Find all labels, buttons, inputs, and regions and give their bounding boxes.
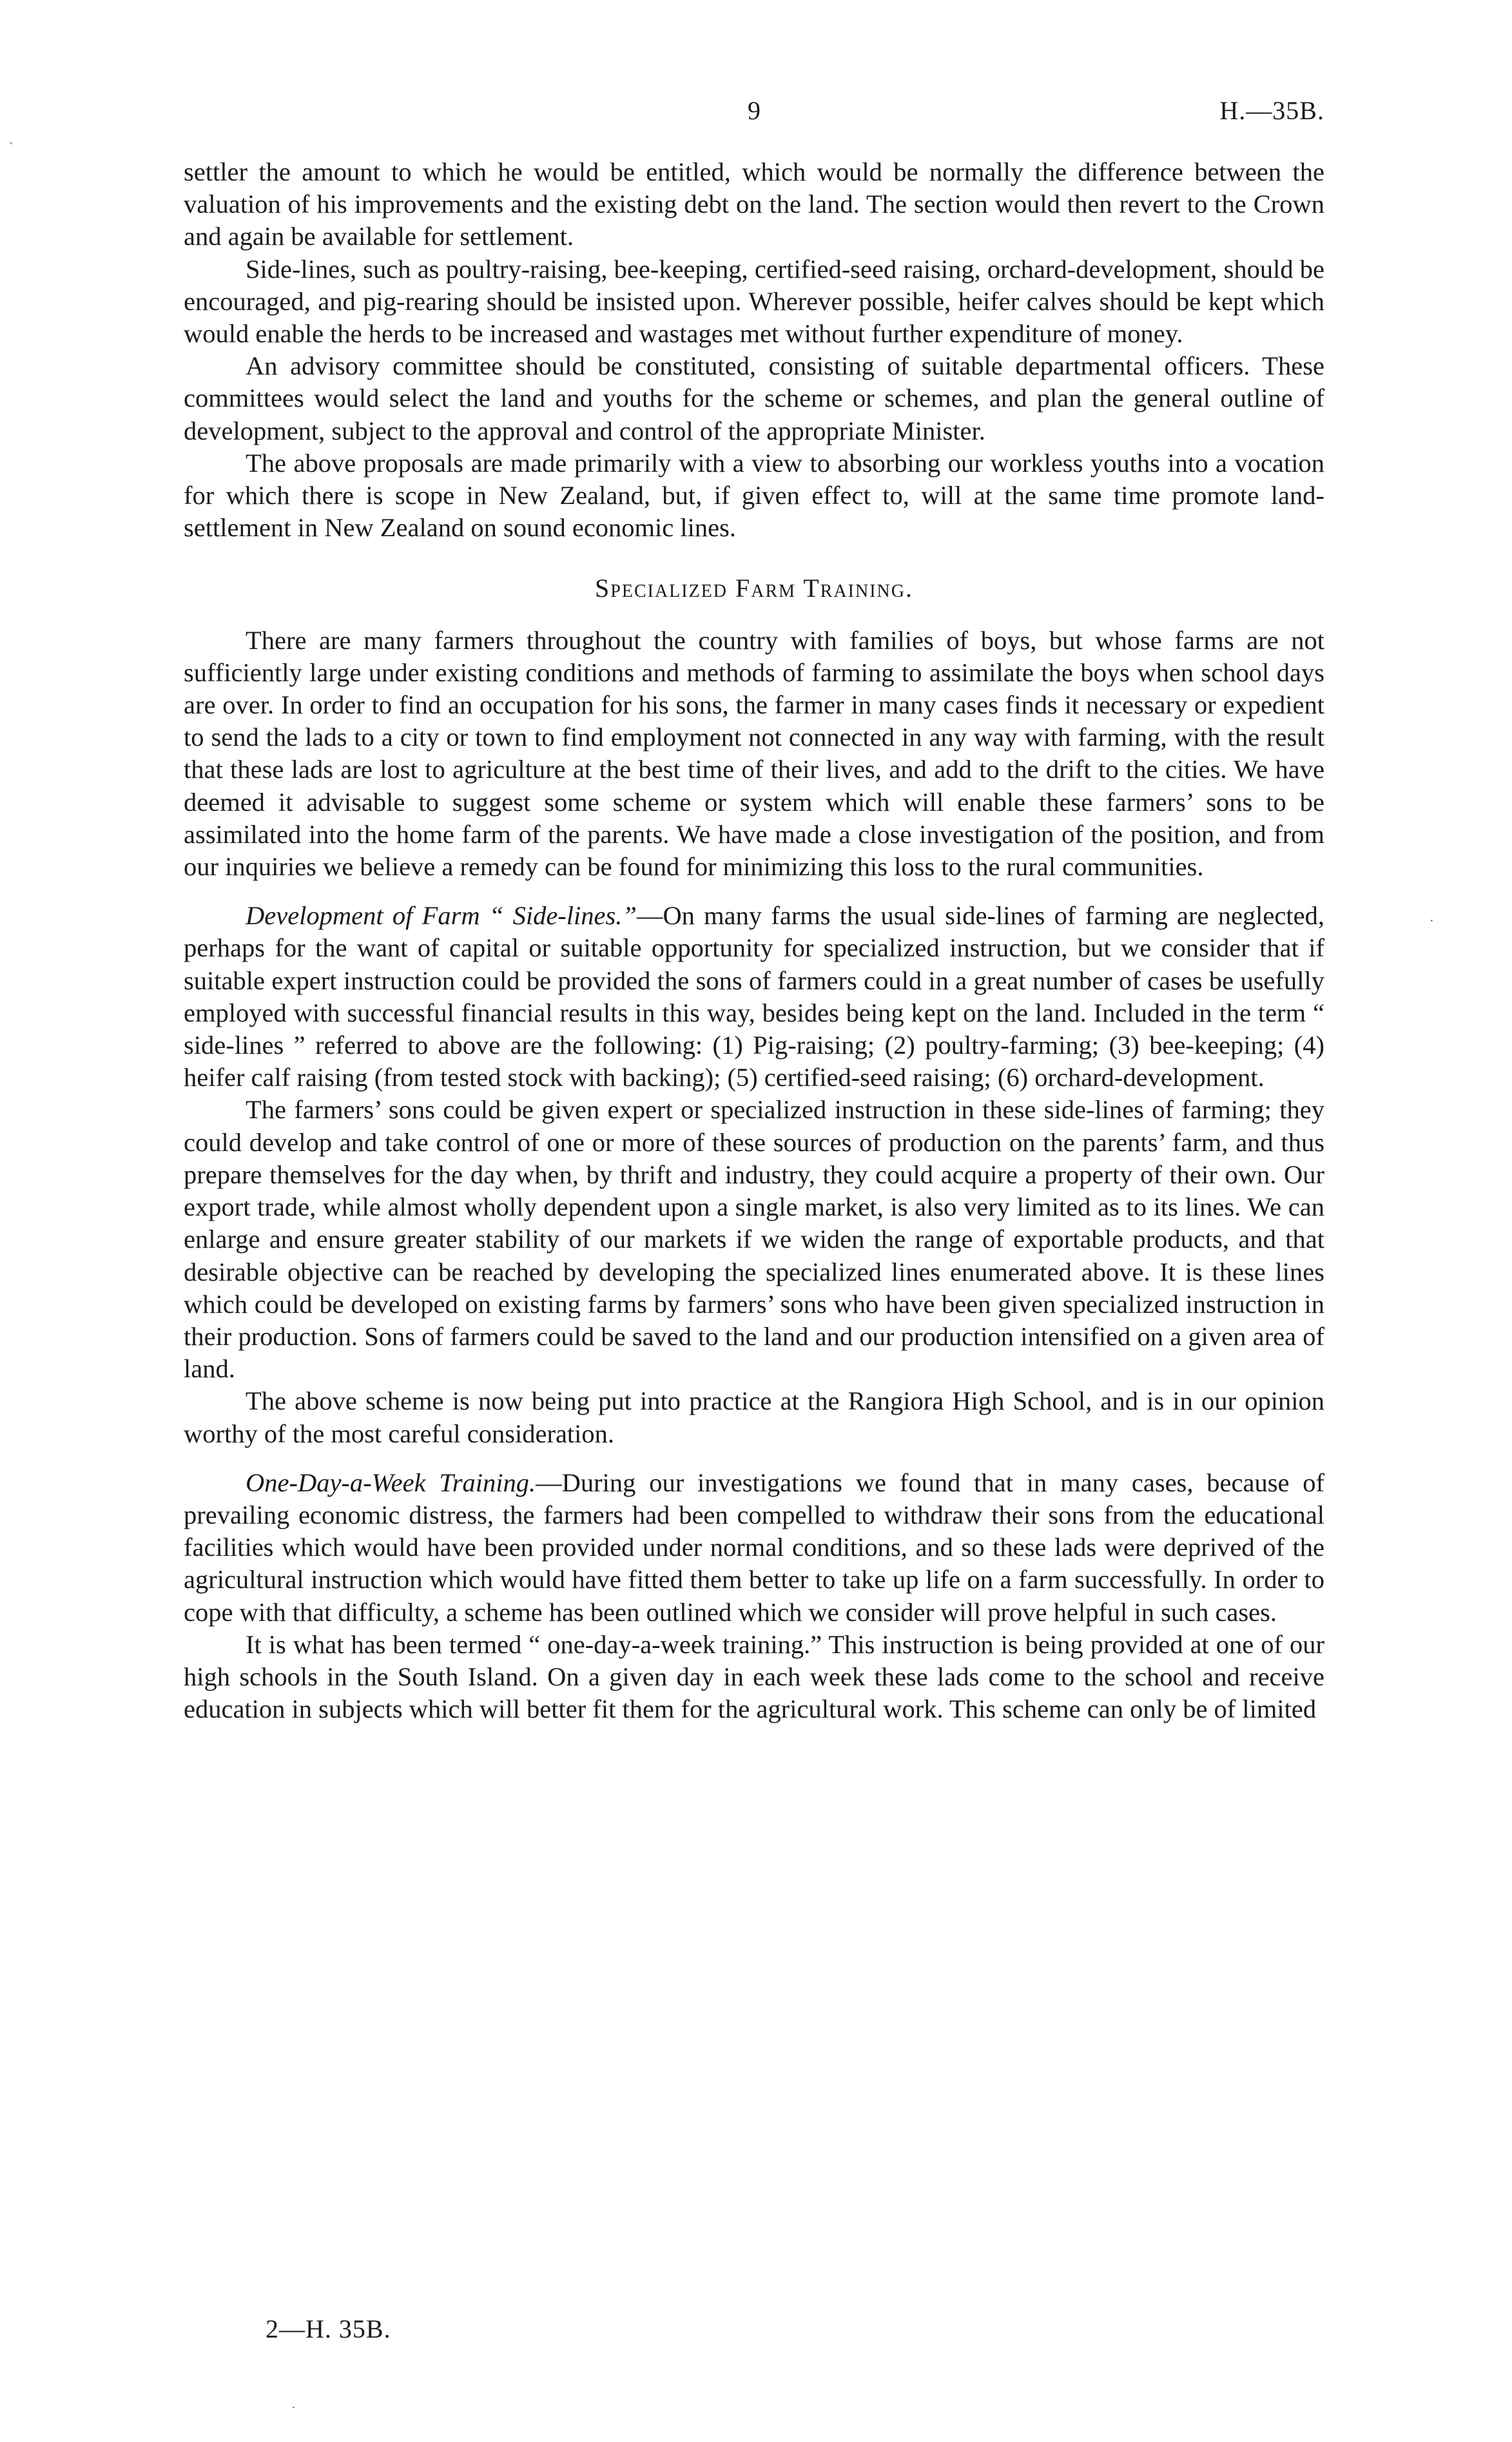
document-reference: H.—35B. — [1219, 96, 1324, 125]
paragraph-rangiora: The above scheme is now being put into practice at the Rangiora High School, and is in our opinion worthy of the most careful consideration. — [184, 1386, 1324, 1448]
paragraph-development-side-lines — [184, 900, 1324, 1094]
run-in-heading-one-day: One-Day-a-Week Training. — [246, 1468, 536, 1497]
paragraph-development-body: —On many farms the usual side-lines of farming are neglected, perhaps for the want of capital or suitable opportunity for specialized instruction, but we consider that if suitable expert instruction could be provided the sons of farmers could in a great number of cases be usefully employed with successful financial results in this way, besides being kept on the land. Included in the term “ side-lines ” referred to above are the following: (1) Pig-raising; (2) poultry-farming; (3) bee-keeping; (4) heifer calf raising (from tested stock with backing); (5) certified-seed raising; (6) orchard-development. — [184, 901, 1324, 1092]
body-text — [184, 156, 1324, 1725]
paragraph-advisory-committee: An advisory committee should be constituted, consisting of suitable departmental officers. These committees would select the land and youths for the scheme or schemes, and plan the general outline of development, subject to the approval and control of the appropriate Minister. — [184, 351, 1324, 445]
paragraph-side-lines: Side-lines, such as poultry-raising, bee-keeping, certified-seed raising, orchard-development, should be encouraged, and pig-rearing should be insisted upon. Wherever possible, heifer calves should be kept which would enable the herds to be increased and wastages met without further expenditure of money. — [184, 254, 1324, 349]
paragraph-many-farmers: There are many farmers throughout the country with families of boys, but whose farms are not sufficiently large under existing conditions and methods of farming to assimilate the boys when school days are over. In order to find an occupation for his sons, the farmer in many cases finds it necessary or expedient to send the lads to a city or town to find employment not connected in any way with farming, with the result that these lads are lost to agriculture at the best time of their lives, and add to the drift to the cities. We have deemed it advisable to suggest some scheme or system which will enable these farmers’ sons to be assimilated into the home farm of the parents. We have made a close investigation of the position, and from our inquiries we believe a remedy can be found for minimizing this loss to the rural communities. — [184, 625, 1324, 882]
stray-mark: · — [291, 2401, 296, 2415]
section-heading: Specialized Farm Training. — [595, 574, 913, 603]
run-in-heading-side-lines: Development of Farm “ Side-lines.” — [246, 901, 637, 931]
paragraph-termed-training: It is what has been termed “ one-day-a-week training.” This instruction is being provided at one of our high schools in the South Island. On a given day in each week these lads come to the school and receive education in subjects which will better fit them for the agricultural work. This scheme can only be of limited — [184, 1629, 1324, 1724]
paragraph-one-day-a-week — [184, 1467, 1324, 1629]
page-header — [184, 95, 1324, 134]
stray-mark: ` — [9, 141, 14, 155]
paragraph-above-proposals: The above proposals are made primarily with a view to absorbing our workless youths into a vocation for which there is scope in New Zealand, but, if given effect to, will at the same time promote land-settlement in New Zealand on sound economic lines. — [184, 448, 1324, 543]
stray-mark: · — [1430, 914, 1434, 928]
page-number: 9 — [748, 96, 761, 125]
paragraph-settler: settler the amount to which he would be entitled, which would be normally the difference between the valuation of his improvements and the existing debt on the land. The section would then revert to the Crown and again be available for settlement. — [184, 157, 1324, 251]
paragraph-one-day-body: —During our investigations we found that in many cases, because of prevailing economic distress, the farmers had been compelled to withdraw their sons from the educational facilities which would have been provided under normal conditions, and so these lads were deprived of the agricultural instruction which would have fitted them better to take up life on a farm successfully. In order to cope with that difficulty, a scheme has been outlined which we consider will prove helpful in such cases. — [184, 1468, 1324, 1627]
signature-reference: 2—H. 35B. — [266, 2314, 391, 2343]
paragraph-farmers-sons: The farmers’ sons could be given expert or specialized instruction in these side-lines of farming; they could develop and take control of one or more of these sources of production on the parents’ farm, and thus prepare themselves for the day when, by thrift and industry, they could acquire a property of their own. Our export trade, while almost wholly dependent upon a single market, is also very limited as to its lines. We can enlarge and ensure greater stability of our markets if we widen the range of exportable products, and that desirable objective can be reached by developing the specialized lines enumerated above. It is these lines which could be developed on existing farms by farmers’ sons who have been given specialized instruction in their production. Sons of farmers could be saved to the land and our production intensified on a given area of land. — [184, 1095, 1324, 1384]
